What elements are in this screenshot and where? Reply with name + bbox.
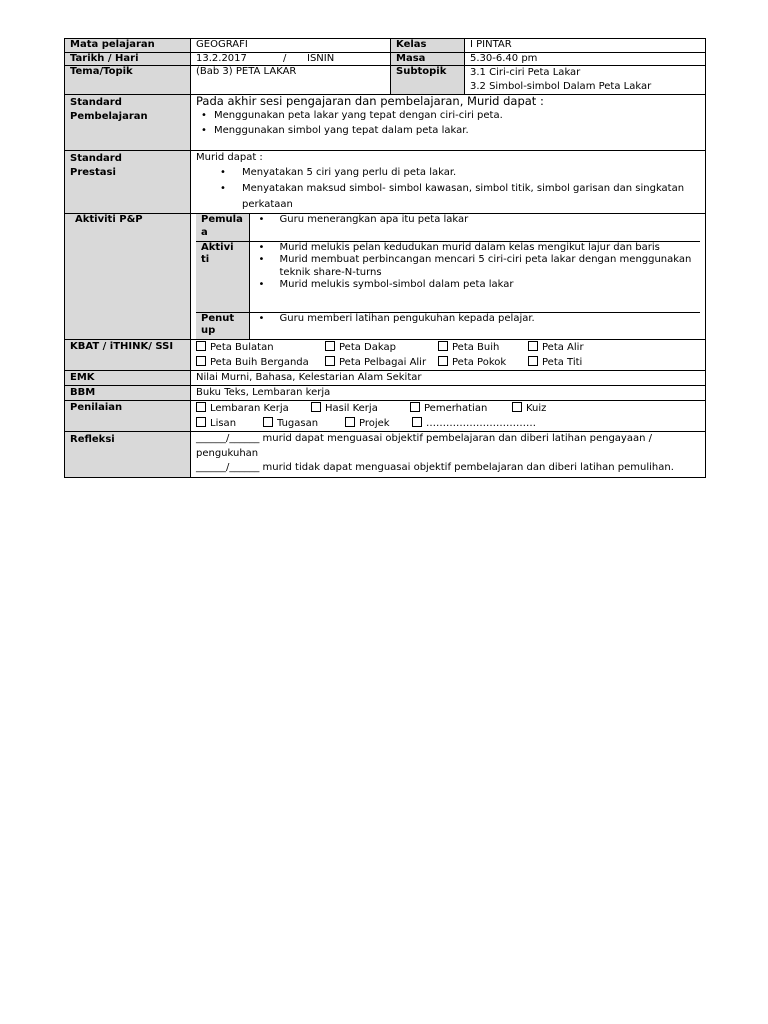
kbat-option-label: Peta Buih Berganda <box>210 357 309 368</box>
checkbox-icon[interactable] <box>325 341 335 351</box>
checkbox-icon[interactable] <box>263 417 273 427</box>
penilaian-option-label: Hasil Kerja <box>325 403 378 414</box>
penilaian-option-label: Projek <box>359 418 390 429</box>
aktiviti-subtable <box>196 214 700 339</box>
checkbox-icon[interactable] <box>438 341 448 351</box>
row-bbm <box>65 386 706 401</box>
label-penutup-b: up <box>201 325 216 336</box>
value-subtopik <box>465 66 706 95</box>
row-kbat <box>65 340 706 371</box>
label-tema: Tema/Topik <box>65 66 191 95</box>
label-spr-line1: Standard <box>70 153 122 164</box>
aktiviti-sub-content <box>249 241 700 312</box>
penilaian-option-label: Kuiz <box>526 403 547 414</box>
label-bbm: BBM <box>65 386 191 401</box>
label-kelas: Kelas <box>391 39 465 53</box>
spr-item: • Menyatakan 5 ciri yang perlu di peta lakar. <box>196 165 700 181</box>
label-penilaian: Penilaian <box>65 401 191 432</box>
penilaian-option[interactable] <box>196 416 263 431</box>
penilaian-option-label: …………………………… <box>426 418 536 429</box>
penilaian-option-label: Tugasan <box>277 418 319 429</box>
label-mata-pelajaran: Mata pelajaran <box>65 39 191 53</box>
sp-list <box>196 108 700 138</box>
tarikh-date: 13.2.2017 <box>196 52 247 64</box>
row-refleksi <box>65 432 706 478</box>
value-tarikh <box>191 52 391 66</box>
row-penilaian <box>65 401 706 432</box>
penilaian-option[interactable] <box>311 401 410 416</box>
spr-intro: Murid dapat : <box>196 152 263 163</box>
value-masa: 5.30-6.40 pm <box>465 52 706 66</box>
penilaian-option[interactable] <box>512 401 546 416</box>
aktiviti-sub-item: • Murid membuat perbincangan mencari 5 ciri-ciri peta lakar dengan menggunakan teknik share-N-turns <box>254 254 697 279</box>
penilaian-option[interactable] <box>196 401 311 416</box>
label-standard-prestasi <box>65 151 191 214</box>
kbat-option-label: Peta Buih <box>452 342 500 353</box>
value-kelas: I PINTAR <box>465 39 706 53</box>
checkbox-icon[interactable] <box>412 417 422 427</box>
tarikh-separator: / <box>283 52 287 64</box>
label-aktiviti-sub <box>196 241 249 312</box>
permulaan-list <box>254 214 697 227</box>
label-refleksi: Refleksi <box>65 432 191 478</box>
label-permulaan <box>196 214 249 241</box>
kbat-content <box>191 340 706 371</box>
aktiviti-sub-item: • Murid melukis pelan kedudukan murid dalam kelas mengikut lajur dan baris <box>254 242 697 255</box>
checkbox-icon[interactable] <box>345 417 355 427</box>
kbat-option-label: Peta Dakap <box>339 342 396 353</box>
refleksi-content <box>191 432 706 478</box>
checkbox-icon[interactable] <box>196 417 206 427</box>
label-spr-line2: Prestasi <box>70 167 116 178</box>
penilaian-option[interactable] <box>263 416 345 431</box>
value-mata-pelajaran: GEOGRAFI <box>191 39 391 53</box>
label-aktiviti-sub-a: Aktivi <box>201 241 234 253</box>
refleksi-line-2: ______/______ murid tidak dapat menguasai objektif pembelajaran dan diberi latihan pemulihan. <box>196 462 674 473</box>
spr-list <box>196 165 700 213</box>
permulaan-content <box>249 214 700 241</box>
label-permulaan-a: Pemula <box>201 214 243 225</box>
sp-item: • Menggunakan peta lakar yang tepat dengan ciri-ciri peta. <box>196 108 700 123</box>
kbat-option[interactable] <box>528 355 582 370</box>
aktiviti-aktiviti-row <box>196 241 700 312</box>
checkbox-icon[interactable] <box>512 402 522 412</box>
penutup-list <box>254 313 697 326</box>
label-permulaan-b: a <box>201 226 208 238</box>
row-mata-pelajaran <box>65 39 706 53</box>
label-masa: Masa <box>391 52 465 66</box>
label-sp-line1: Standard <box>70 97 122 108</box>
penilaian-option-label: Pemerhatian <box>424 403 488 414</box>
value-standard-prestasi <box>191 151 706 214</box>
kbat-option[interactable] <box>325 340 438 355</box>
checkbox-icon[interactable] <box>311 402 321 412</box>
kbat-option-label: Peta Pelbagai Alir <box>339 357 427 368</box>
lesson-plan-table <box>64 38 706 478</box>
kbat-option-label: Peta Alir <box>542 342 584 353</box>
kbat-option-label: Peta Bulatan <box>210 342 274 353</box>
penilaian-option-label: Lembaran Kerja <box>210 403 289 414</box>
penilaian-option[interactable] <box>412 416 536 431</box>
penilaian-row-2 <box>196 416 700 431</box>
label-kbat: KBAT / iTHINK/ SSI <box>65 340 191 371</box>
tarikh-day: ISNIN <box>307 52 335 64</box>
value-bbm: Buku Teks, Lembaran kerja <box>191 386 706 401</box>
kbat-option[interactable] <box>196 340 325 355</box>
spr-item: • Menyatakan maksud simbol- simbol kawasan, simbol titik, simbol garisan dan singkatan perkataan <box>196 181 700 213</box>
kbat-row-2 <box>196 355 700 370</box>
aktiviti-penutup-row <box>196 312 700 339</box>
checkbox-icon[interactable] <box>196 402 206 412</box>
row-emk <box>65 371 706 386</box>
subtopik-1: 3.1 Ciri-ciri Peta Lakar <box>470 67 581 78</box>
kbat-option[interactable] <box>196 355 325 370</box>
aktiviti-sub-list <box>254 242 697 292</box>
kbat-option[interactable] <box>528 340 584 355</box>
penilaian-row-1 <box>196 401 700 416</box>
aktiviti-sub-item: • Murid melukis symbol-simbol dalam peta lakar <box>254 279 697 292</box>
label-emk: EMK <box>65 371 191 386</box>
checkbox-icon[interactable] <box>196 356 206 366</box>
label-penutup-a: Penut <box>201 312 235 324</box>
kbat-option[interactable] <box>438 340 528 355</box>
value-emk: Nilai Murni, Bahasa, Kelestarian Alam Sekitar <box>191 371 706 386</box>
kbat-option[interactable] <box>325 355 438 370</box>
checkbox-icon[interactable] <box>438 356 448 366</box>
kbat-option[interactable] <box>438 355 528 370</box>
checkbox-icon[interactable] <box>528 341 538 351</box>
row-aktiviti <box>65 214 706 340</box>
value-standard-pembelajaran <box>191 95 706 151</box>
penilaian-content <box>191 401 706 432</box>
label-tarikh: Tarikh / Hari <box>65 52 191 66</box>
refleksi-line-1: ______/______ murid dapat menguasai objektif pembelajaran dan diberi latihan pengayaan / pengukuhan <box>196 433 652 459</box>
aktiviti-content <box>191 214 706 340</box>
label-subtopik: Subtopik <box>391 66 465 95</box>
penilaian-option[interactable] <box>410 401 512 416</box>
aktiviti-permulaan-row <box>196 214 700 241</box>
penutup-content <box>249 312 700 339</box>
label-aktiviti-sub-b: ti <box>201 254 210 265</box>
kbat-option-label: Peta Titi <box>542 357 583 368</box>
penilaian-option-label: Lisan <box>210 418 237 429</box>
kbat-option-label: Peta Pokok <box>452 357 507 368</box>
permulaan-item: • Guru menerangkan apa itu peta lakar <box>254 214 697 227</box>
sp-intro: Pada akhir sesi pengajaran dan pembelajaran, Murid dapat : <box>196 94 544 108</box>
penilaian-option[interactable] <box>345 416 412 431</box>
kbat-row-1 <box>196 340 700 355</box>
row-standard-pembelajaran <box>65 95 706 151</box>
label-aktiviti: Aktiviti P&P <box>65 214 191 340</box>
label-penutup <box>196 312 249 339</box>
checkbox-icon[interactable] <box>528 356 538 366</box>
subtopik-2: 3.2 Simbol-simbol Dalam Peta Lakar <box>470 81 652 92</box>
checkbox-icon[interactable] <box>410 402 420 412</box>
sp-item: • Menggunakan simbol yang tepat dalam peta lakar. <box>196 123 700 138</box>
checkbox-icon[interactable] <box>325 356 335 366</box>
value-tema: (Bab 3) PETA LAKAR <box>191 66 391 95</box>
label-standard-pembelajaran <box>65 95 191 151</box>
row-tarikh <box>65 52 706 66</box>
checkbox-icon[interactable] <box>196 341 206 351</box>
row-standard-prestasi <box>65 151 706 214</box>
penutup-item: • Guru memberi latihan pengukuhan kepada pelajar. <box>254 313 697 326</box>
row-tema <box>65 66 706 95</box>
label-sp-line2: Pembelajaran <box>70 111 148 122</box>
